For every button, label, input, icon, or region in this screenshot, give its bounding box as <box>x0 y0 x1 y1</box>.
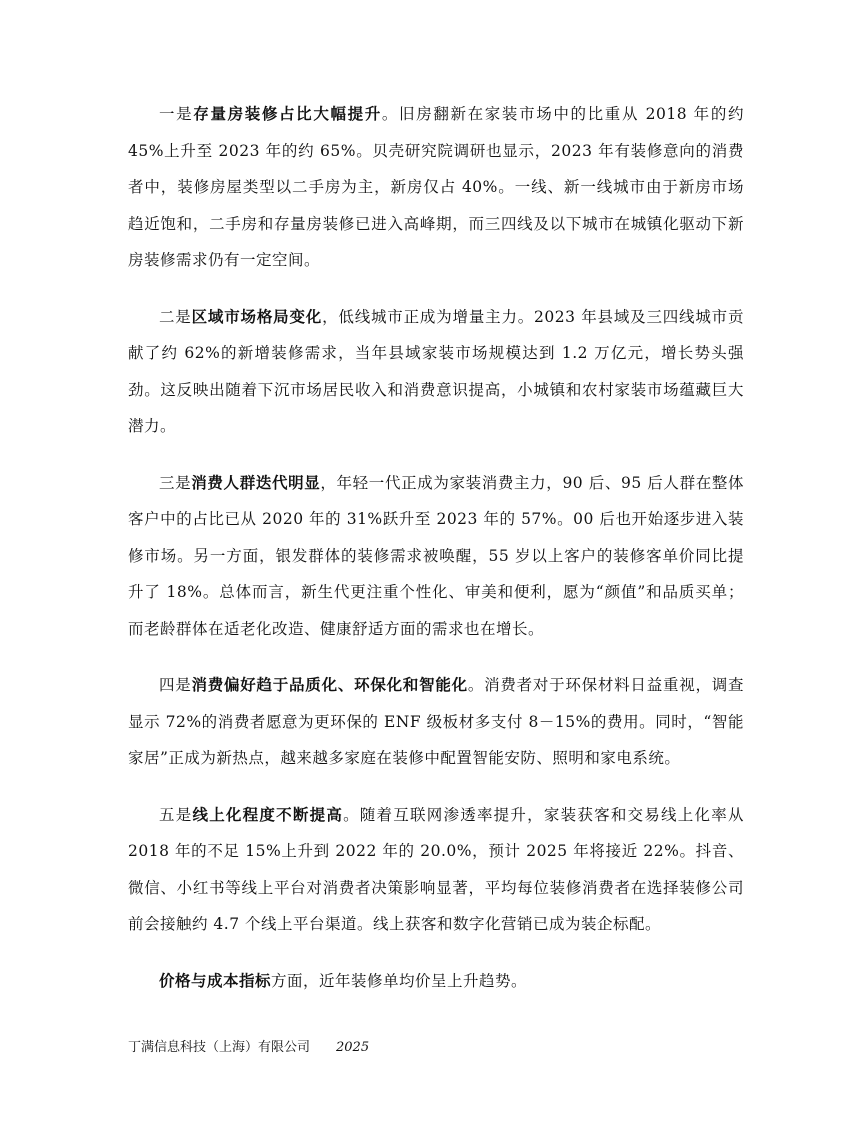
paragraph-lead: 三是 <box>159 473 192 492</box>
paragraph-lead: 一是 <box>159 105 194 123</box>
page-footer <box>128 1036 369 1055</box>
paragraph-4 <box>128 667 744 777</box>
paragraph-heading: 区域市场格局变化 <box>191 306 323 326</box>
paragraph-1 <box>128 96 744 279</box>
paragraph-3 <box>128 465 744 648</box>
paragraph-5 <box>128 797 744 943</box>
paragraph-text: 。随着互联网渗透率提升，家装获客和交易线上化率从 2018 年的不足 15%上升到 2022 年的 20.0%，预计 2025 年将接近 22%。抖音、微信、小红书等线上平台对消费者决策影响显著，平均每位装修消费者在选择装修公司前会接触约 4.7 个线上平台渠道。线上获客和数字化营销已成为装企标配。 <box>128 805 744 933</box>
footer-company: 丁满信息科技（上海）有限公司 <box>128 1040 311 1055</box>
paragraph-text: 。消费者对于环保材料日益重视，调查显示 72%的消费者愿意为更环保的 ENF 级板材多支付 8－15%的费用。同时，“智能家居”正成为新热点，越来越多家庭在装修中配置智能安防、照明和家电系统。 <box>128 676 744 767</box>
paragraph-lead: 五是 <box>159 805 193 824</box>
paragraph-text: 方面，近年装修单均价呈上升趋势。 <box>271 971 528 990</box>
paragraph-heading: 消费人群迭代明显 <box>191 472 321 492</box>
paragraph-text: ，年轻一代正成为家装消费主力，90 后、95 后人群在整体客户中的占比已从 2020 年的 31%跃升至 2023 年的 57%。00 后也开始逐步进入装修市场。另一方面，银发群体的装修需求被唤醒，55 岁以上客户的装修客单价同比提升了 18%。总体而言，新生代更注重个性化、审美和便利，愿为“颜值”和品质买单；而老龄群体在适老化改造、健康舒适方面的需求也在增长。 <box>128 473 744 638</box>
paragraph-heading: 线上化程度不断提高 <box>192 804 344 824</box>
paragraph-heading: 消费偏好趋于品质化、环保化和智能化 <box>191 675 468 694</box>
paragraph-heading: 存量房装修占比大幅提升 <box>193 104 382 123</box>
paragraph-lead: 四是 <box>159 676 192 694</box>
paragraph-text: 。旧房翻新在家装市场中的比重从 2018 年的约 45%上升至 2023 年的约 65%。贝壳研究院调研也显示，2023 年有装修意向的消费者中，装修房屋类型以二手房为主，新房仅占 40%。一线、新一线城市由于新房市场趋近饱和，二手房和存量房装修已进入高峰期，而三四线及以下城市在城镇化驱动下新房装修需求仍有一定空间。 <box>128 105 744 269</box>
paragraph-lead: 二是 <box>159 307 192 326</box>
document-body <box>128 96 744 1019</box>
paragraph-2 <box>128 299 744 445</box>
footer-year: 2025 <box>336 1040 370 1055</box>
paragraph-6 <box>128 963 744 1000</box>
paragraph-heading: 价格与成本指标 <box>159 970 272 990</box>
paragraph-text: ，低线城市正成为增量主力。2023 年县域及三四线城市贡献了约 62%的新增装修需求，当年县域家装市场规模达到 1.2 万亿元，增长势头强劲。这反映出随着下沉市场居民收入和消费意识提高，小城镇和农村家装市场蕴藏巨大潜力。 <box>128 307 744 435</box>
